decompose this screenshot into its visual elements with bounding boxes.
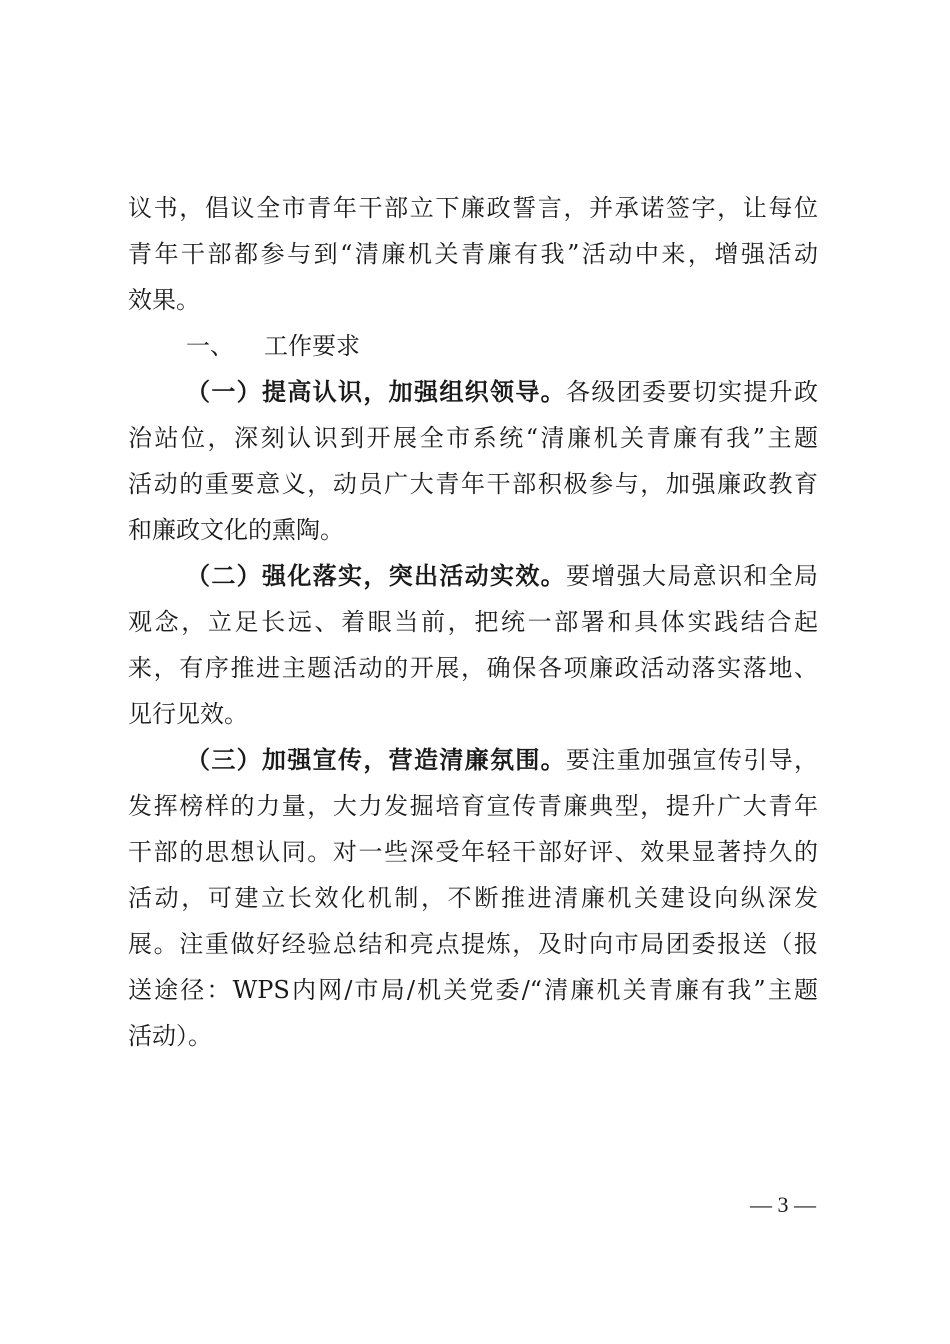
item-1-lead: （一）提高认识，加强组织领导。 — [186, 377, 566, 406]
section-heading-title: 工作要求 — [264, 332, 360, 360]
item-3-line-6: 送途径：WPS内网/市局/机关党委/“清廉机关青廉有我”主题 — [128, 976, 818, 1004]
item-1-line-3: 活动的重要意义，动员广大青年干部积极参与，加强廉政教育 — [128, 470, 818, 498]
item-1-first-line — [186, 376, 818, 408]
item-3-first-rest: 要注重加强宣传引导， — [566, 746, 818, 774]
section-heading-number: 一、 — [186, 332, 234, 360]
item-3-line-3: 干部的思想认同。对一些深受年轻干部好评、效果显著持久的 — [128, 838, 818, 866]
item-2-line-3: 来，有序推进主题活动的开展，确保各项廉政活动落实落地、 — [128, 654, 818, 682]
item-3-lead: （三）加强宣传，营造清廉氛围。 — [186, 745, 566, 774]
item-3-line-7: 活动）。 — [128, 1022, 212, 1050]
item-3-line-5: 展。注重做好经验总结和亮点提炼，及时向市局团委报送（报 — [128, 930, 818, 958]
item-1-line-2: 治站位，深刻认识到开展全市系统“清廉机关青廉有我”主题 — [128, 424, 818, 452]
intro-line-3: 效果。 — [128, 286, 200, 314]
item-2-first-rest: 要增强大局意识和全局 — [566, 562, 818, 590]
item-2-line-4: 见行见效。 — [128, 700, 248, 728]
item-3-first-line — [186, 744, 818, 776]
section-heading — [186, 330, 360, 362]
item-3-line-2: 发挥榜样的力量，大力发掘培育宣传青廉典型，提升广大青年 — [128, 792, 818, 820]
page-number: — 3 — — [750, 1192, 816, 1217]
intro-line-1: 议书，倡议全市青年干部立下廉政誓言，并承诺签字，让每位 — [128, 194, 818, 222]
item-2-lead: （二）强化落实，突出活动实效。 — [186, 561, 566, 590]
item-1-first-rest: 各级团委要切实提升政 — [566, 378, 818, 406]
item-1-line-4: 和廉政文化的熏陶。 — [128, 516, 344, 544]
item-3-line-4: 活动，可建立长效化机制，不断推进清廉机关建设向纵深发 — [128, 884, 818, 912]
item-2-line-2: 观念，立足长远、着眼当前，把统一部署和具体实践结合起 — [128, 608, 818, 636]
item-2-first-line — [186, 560, 818, 592]
intro-line-2: 青年干部都参与到“清廉机关青廉有我”活动中来，增强活动 — [128, 240, 818, 268]
